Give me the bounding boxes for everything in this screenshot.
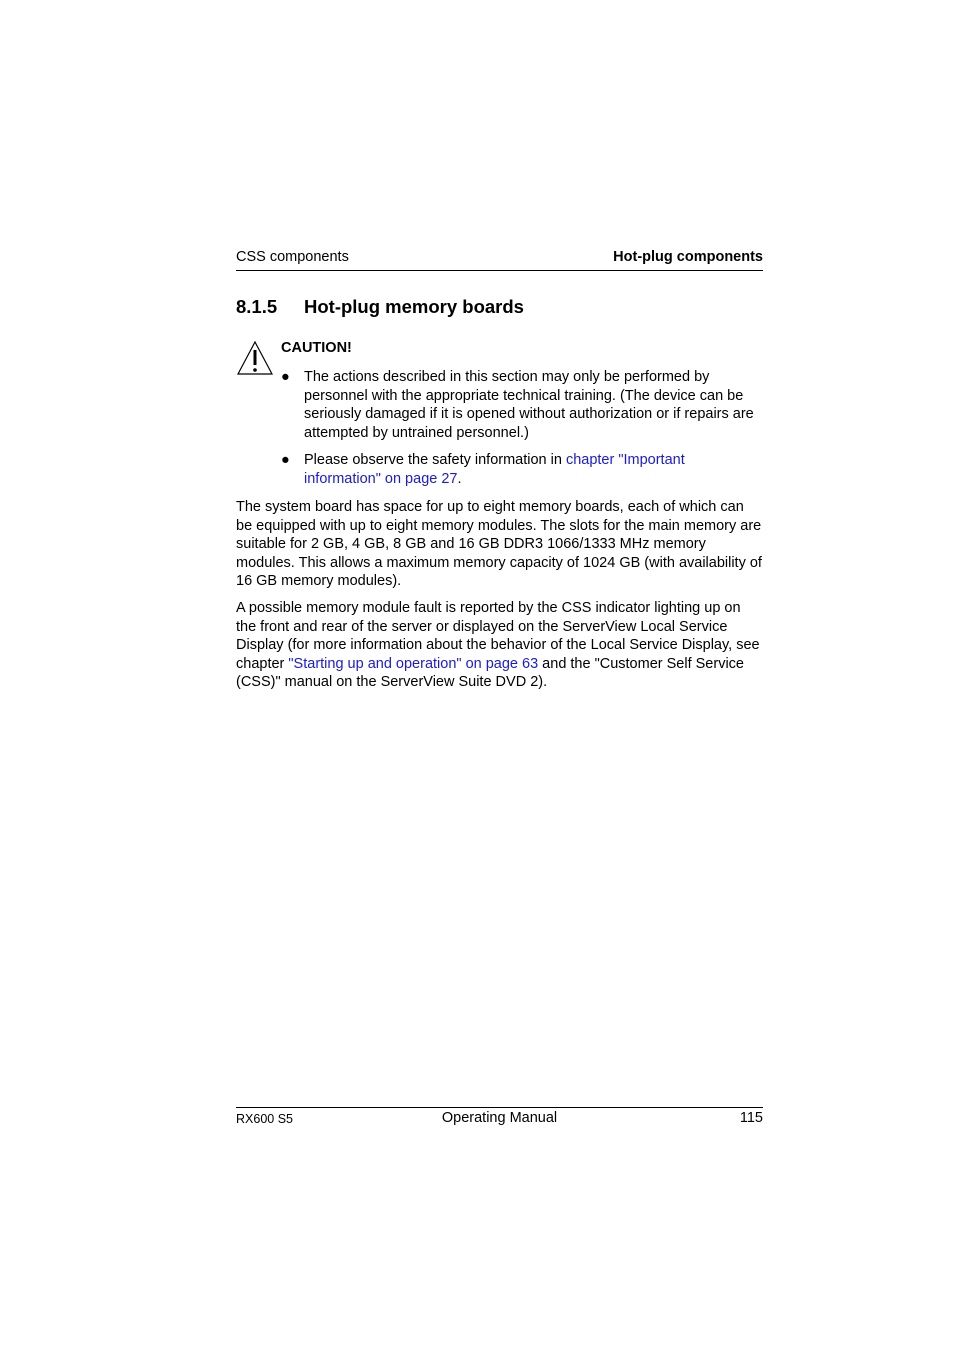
bullet-icon: ● — [281, 369, 290, 385]
starting-up-link[interactable]: "Starting up and operation" on page 63 — [288, 655, 539, 672]
header-section: Hot-plug components — [613, 249, 763, 265]
body-paragraph: The system board has space for up to eight memory boards, each of which can be equipped with up to eight memory modules. The slots for the main memory are suitable for 2 GB, 4 GB, 8 GB and 16 GB DDR3 1066/1333 MHz memory modules. This allows a maximum memory capacity of 1024 GB (with availability of 16 GB memory modules). — [236, 499, 762, 589]
section-title: Hot-plug memory boards — [304, 296, 524, 317]
footer-model: RX600 S5 — [236, 1112, 293, 1126]
page-number: 115 — [739, 1110, 763, 1126]
caution-bullet-text — [304, 451, 764, 488]
bullet-text-before: Please observe the safety information in — [304, 452, 566, 468]
caution-label: CAUTION! — [281, 340, 352, 356]
paragraph-text-after: and the "Customer Self Service (CSS)" manual on the ServerView Suite DVD 2). — [236, 655, 744, 690]
bullet-icon: ● — [281, 452, 290, 468]
document-page — [236, 0, 763, 1351]
header-chapter: CSS components — [236, 249, 349, 265]
warning-triangle-icon — [236, 340, 274, 376]
section-number: 8.1.5 — [236, 296, 278, 317]
running-header — [236, 248, 763, 271]
body-paragraph — [236, 599, 763, 692]
paragraph-text-before: A possible memory module fault is reported by the CSS indicator lighting up on the front and rear of the server or displayed on the ServerView Local Service Display (for more information about the behavior of the Local Service Display, see chapter — [236, 600, 760, 672]
bullet-text-after: . — [457, 470, 462, 487]
section-heading — [236, 296, 524, 318]
footer-manual-title: Operating Manual — [441, 1110, 558, 1126]
caution-bullet-text: The actions described in this section may only be performed by personnel with the appropriate technical training. (The device can be seriously damaged if it is opened without authorization or if repairs are attempted by untrained personnel.) — [304, 369, 754, 441]
running-footer — [236, 1107, 763, 1132]
important-information-link[interactable]: chapter "Important information" on page 27 — [304, 452, 685, 487]
